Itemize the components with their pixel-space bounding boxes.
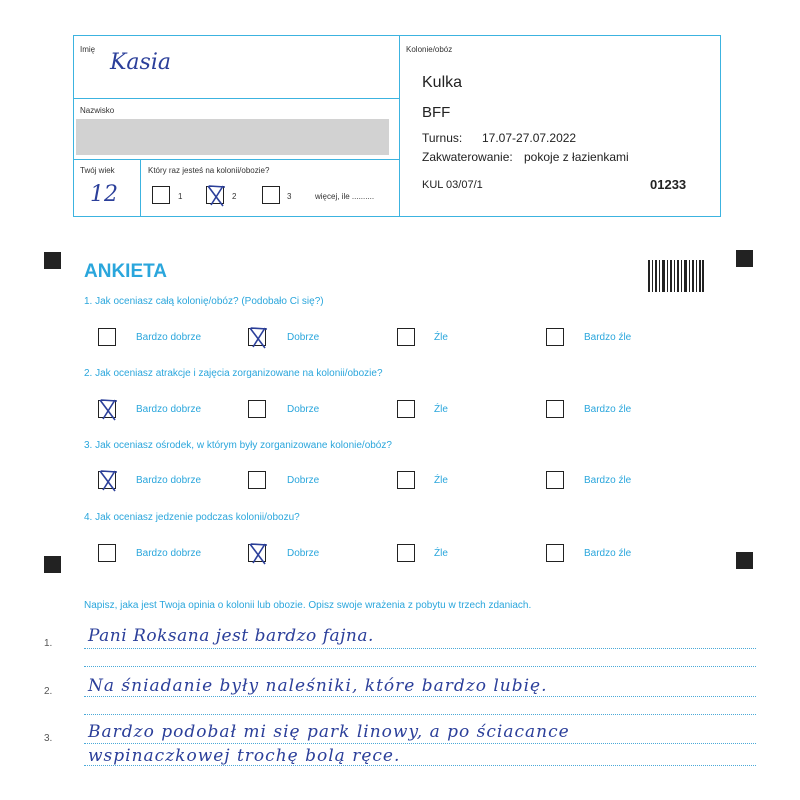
check-mark-icon — [97, 398, 119, 422]
writing-line — [84, 696, 756, 697]
barcode-icon — [648, 260, 704, 292]
form-number: 01233 — [650, 177, 687, 192]
registration-mark — [736, 250, 753, 267]
times-option-1: 1 — [178, 192, 183, 201]
camp-code: KUL 03/07/1 — [422, 179, 483, 191]
times-option-2: 2 — [232, 192, 237, 201]
camp-form-header — [73, 35, 721, 217]
times-checkbox-3[interactable] — [262, 186, 280, 204]
q4-checkbox-1[interactable] — [98, 544, 116, 562]
check-mark-icon — [247, 326, 269, 350]
q1-option-label: Dobrze — [287, 332, 320, 343]
times-label: Który raz jesteś na kolonii/obozie? — [148, 166, 270, 175]
row-divider — [74, 98, 399, 99]
name-label: Imię — [80, 45, 96, 54]
q4-checkbox-3[interactable] — [397, 544, 415, 562]
surname-label: Nazwisko — [80, 106, 115, 115]
writing-line — [84, 648, 756, 649]
survey-title: ANKIETA — [84, 261, 168, 282]
q1-option-label: Bardzo dobrze — [136, 332, 202, 343]
q2-option-label: Bardzo dobrze — [136, 404, 202, 415]
opinion-instruction: Napisz, jaka jest Twoja opinia o kolonii lub obozie. Opisz swoje wrażenia z pobytu w trzech zdaniach. — [84, 600, 532, 611]
writing-line — [84, 666, 756, 667]
camp-name: Kulka — [422, 74, 463, 91]
registration-mark — [736, 552, 753, 569]
accommodation-value: pokoje z łazienkami — [524, 150, 629, 164]
age-label: Twój wiek — [80, 166, 115, 175]
times-option-3: 3 — [287, 192, 292, 201]
row-divider — [74, 159, 399, 160]
writing-line — [84, 714, 756, 715]
q1-checkbox-3[interactable] — [397, 328, 415, 346]
camp-label: Kolonie/obóz — [406, 45, 453, 54]
surname-redacted — [76, 119, 389, 155]
times-more-label: więcej, ile .......... — [315, 192, 375, 201]
q4-option-label: Źle — [434, 548, 448, 559]
line-number-2: 2. — [44, 686, 53, 697]
q2-checkbox-3[interactable] — [397, 400, 415, 418]
q3-checkbox-4[interactable] — [546, 471, 564, 489]
q3-checkbox-2[interactable] — [248, 471, 266, 489]
q2-checkbox-2[interactable] — [248, 400, 266, 418]
question-2: 2. Jak oceniasz atrakcje i zajęcia zorganizowane na kolonii/obozie? — [84, 368, 383, 379]
q3-option-label: Bardzo źle — [584, 475, 632, 486]
accommodation-label: Zakwaterowanie: — [422, 150, 513, 164]
q3-option-label: Źle — [434, 475, 448, 486]
q1-checkbox-2[interactable] — [248, 328, 266, 346]
header-divider — [399, 36, 400, 216]
question-3: 3. Jak oceniasz ośrodek, w którym były zorganizowane kolonie/obóz? — [84, 440, 392, 451]
registration-mark — [44, 556, 61, 573]
q3-option-label: Bardzo dobrze — [136, 475, 202, 486]
q3-option-label: Dobrze — [287, 475, 320, 486]
q2-option-label: Bardzo źle — [584, 404, 632, 415]
line-number-1: 1. — [44, 638, 53, 649]
q1-checkbox-4[interactable] — [546, 328, 564, 346]
opinion-answer-3-cont[interactable]: wspinaczkowej trochę bolą ręce. — [88, 746, 401, 766]
check-mark-icon — [205, 184, 227, 208]
opinion-answer-3[interactable]: Bardzo podobał mi się park linowy, a po ściacance — [88, 722, 570, 742]
camp-group: BFF — [422, 104, 451, 121]
opinion-answer-1[interactable]: Pani Roksana jest bardzo fajna. — [88, 626, 374, 646]
times-checkbox-2[interactable] — [206, 186, 224, 204]
q4-option-label: Dobrze — [287, 548, 320, 559]
check-mark-icon — [247, 542, 269, 566]
check-mark-icon — [97, 469, 119, 493]
writing-line — [84, 743, 756, 744]
q1-option-label: Źle — [434, 332, 448, 343]
question-1: 1. Jak oceniasz całą kolonię/obóz? (Podobało Ci się?) — [84, 296, 324, 307]
question-4: 4. Jak oceniasz jedzenie podczas kolonii/obozu? — [84, 512, 300, 523]
q4-option-label: Bardzo źle — [584, 548, 632, 559]
q1-checkbox-1[interactable] — [98, 328, 116, 346]
q2-option-label: Źle — [434, 404, 448, 415]
age-value[interactable]: 12 — [90, 182, 118, 207]
turnus-value: 17.07-27.07.2022 — [482, 131, 577, 145]
name-value[interactable]: Kasia — [110, 50, 171, 75]
q3-checkbox-3[interactable] — [397, 471, 415, 489]
q1-option-label: Bardzo źle — [584, 332, 632, 343]
q2-checkbox-4[interactable] — [546, 400, 564, 418]
q4-checkbox-2[interactable] — [248, 544, 266, 562]
times-checkbox-1[interactable] — [152, 186, 170, 204]
opinion-answer-2[interactable]: Na śniadanie były naleśniki, które bardzo lubię. — [88, 676, 548, 696]
q3-checkbox-1[interactable] — [98, 471, 116, 489]
line-number-3: 3. — [44, 733, 53, 744]
turnus-label: Turnus: — [422, 131, 463, 145]
q2-option-label: Dobrze — [287, 404, 320, 415]
q4-option-label: Bardzo dobrze — [136, 548, 202, 559]
registration-mark — [44, 252, 61, 269]
age-divider — [140, 159, 141, 216]
q4-checkbox-4[interactable] — [546, 544, 564, 562]
q2-checkbox-1[interactable] — [98, 400, 116, 418]
